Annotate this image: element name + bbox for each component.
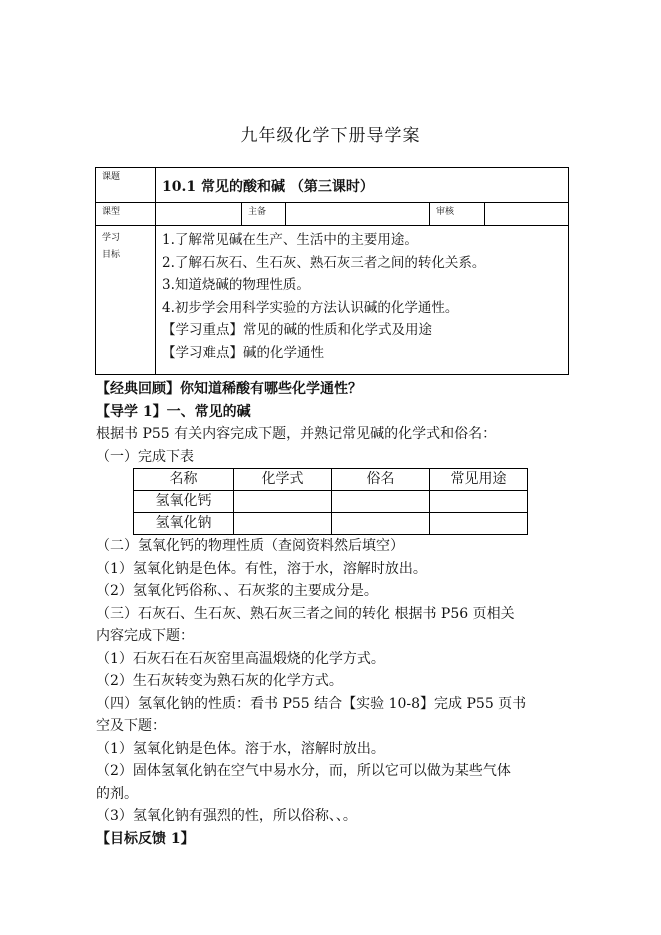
main-body: [96, 378, 576, 850]
section-3-question-2: （2）生石灰转变为熟石灰的化学方式。: [96, 673, 343, 689]
type-label-cell: [96, 203, 156, 226]
table-header-formula: 化学式: [234, 469, 332, 491]
topic-label-cell: [96, 168, 156, 203]
section-3-heading: （三）石灰石、生石灰、熟石灰三者之间的转化 根据书 P56 页相关: [96, 605, 515, 622]
objective-item: 4.初步学会用科学实验的方法认识碱的化学通性。: [162, 299, 459, 316]
section-4-heading-cont: 空及下题：: [96, 718, 166, 734]
type-value-cell: [156, 203, 242, 226]
section-4-question-1: （1）氢氧化钠是色体。溶于水，溶解时放出。: [96, 740, 385, 757]
topic-label: 课题: [102, 172, 121, 182]
table-row: [134, 513, 528, 535]
page-title: 九年级化学下册导学案: [240, 126, 421, 146]
lead-label-cell: [242, 203, 286, 226]
objective-item: 2.了解石灰石、生石灰、熟石灰三者之间的转化关系。: [162, 254, 486, 271]
lesson-title: 10.1 常见的酸和碱 （第三课时）: [162, 179, 374, 195]
section-3-question-1: （1）石灰石在石灰窑里高温煅烧的化学方式。: [96, 650, 385, 667]
objectives-cell: [156, 226, 569, 375]
section-4-question-2-cont: 的剂。: [96, 785, 138, 802]
difficult-point: 【学习难点】碱的化学通性: [162, 344, 324, 361]
section-4-question-2: （2）固体氢氧化钠在空气中易水分，而，所以它可以做为某些气体: [96, 763, 511, 779]
type-label: 课型: [102, 207, 121, 217]
section-2-question-2: （2）氢氧化钙俗称、、石灰浆的主要成分是。: [96, 583, 378, 599]
table-cell: [234, 513, 332, 535]
section-2-question-1: （1）氢氧化钠是色体。有性，溶于水，溶解时放出。: [96, 560, 427, 577]
table-cell: [332, 491, 430, 513]
key-point: 【学习重点】常见的碱的性质和化学式及用途: [162, 322, 432, 338]
section-2-heading: （二）氢氧化钙的物理性质（查阅资料然后填空）: [96, 538, 404, 554]
topic-value-cell: [156, 168, 569, 203]
section-4-heading: （四）氢氧化钠的性质：看书 P55 结合【实验 10-8】完成 P55 页书: [96, 695, 527, 712]
guide-heading-1: 【导学 1】一、常见的碱: [96, 403, 251, 420]
lead-label: 主备: [248, 207, 267, 217]
goal-label-line1: 学习: [102, 233, 121, 243]
table-header-name: 名称: [134, 469, 234, 491]
objective-item: 3.知道烧碱的物理性质。: [162, 277, 310, 293]
lesson-header-table: [95, 167, 569, 375]
table-cell: 氢氧化钙: [134, 491, 234, 513]
review-label-cell: [430, 203, 485, 226]
table-cell: 氢氧化钠: [134, 513, 234, 535]
goal-feedback-heading: 【目标反馈 1】: [96, 830, 195, 847]
table-row: [134, 491, 528, 513]
section-4-question-3: （3）氢氧化钠有强烈的性，所以俗称、、。: [96, 808, 357, 824]
review-value-cell: [485, 203, 569, 226]
table-cell: [430, 513, 528, 535]
common-bases-table: [133, 468, 528, 535]
table-cell: [332, 513, 430, 535]
lead-value-cell: [286, 203, 430, 226]
table-header-uses: 常见用途: [430, 469, 528, 491]
table-cell: [234, 491, 332, 513]
review-label: 审核: [436, 207, 455, 217]
objectives-list: [156, 226, 568, 372]
table-cell: [430, 491, 528, 513]
objective-item: 1.了解常见碱在生产、生活中的主要用途。: [162, 232, 418, 248]
classic-review: 【经典回顾】你知道稀酸有哪些化学通性？: [96, 381, 362, 397]
goal-label-line2: 目标: [102, 250, 121, 260]
instruction-text: 根据书 P55 有关内容完成下题，并熟记常见碱的化学式和俗名：: [96, 426, 497, 442]
table-header-common-name: 俗名: [332, 469, 430, 491]
goal-label-cell: [96, 226, 156, 375]
section-3-heading-cont: 内容完成下题：: [96, 628, 194, 644]
section-1-heading: （一）完成下表: [96, 448, 194, 465]
